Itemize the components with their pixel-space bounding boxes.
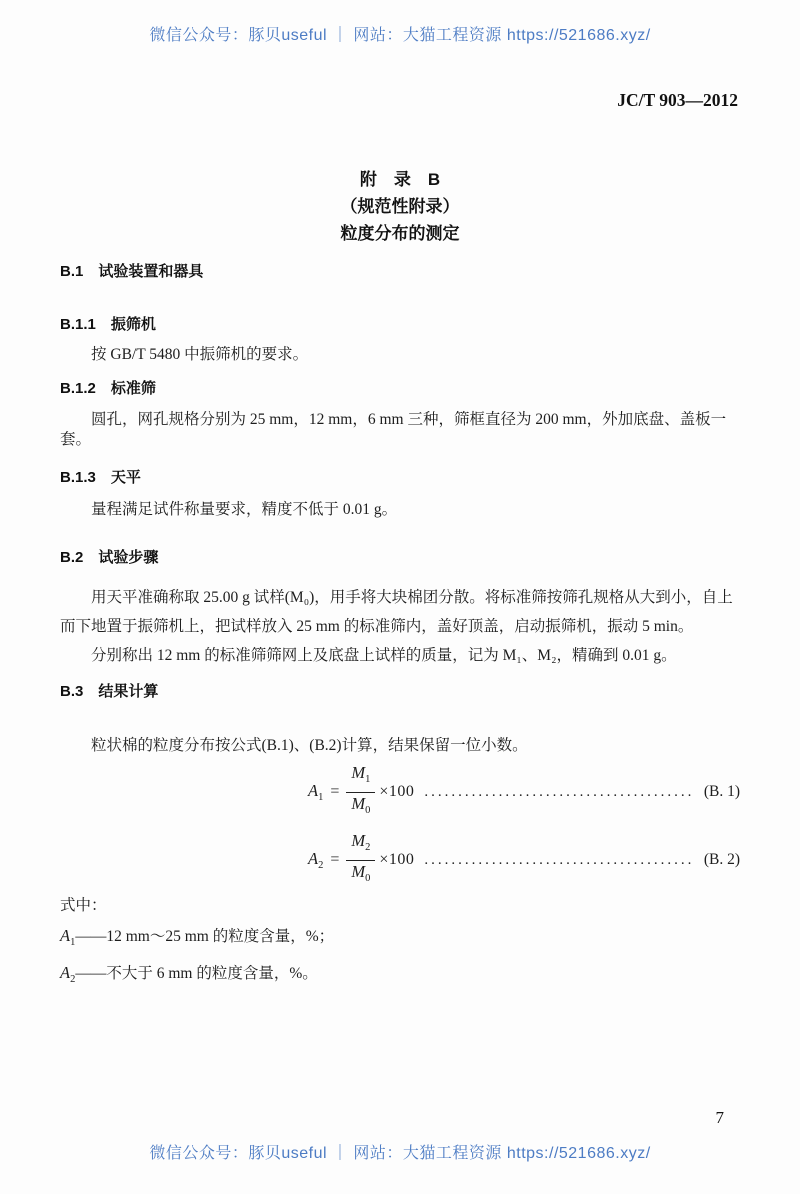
- where-item-a1-description: ——12 mm～25 mm 的粒度含量，%；: [75, 928, 335, 945]
- watermark-header: 微信公众号：豚贝useful ｜ 网站：大猫工程资源 https://521686.xyz/: [149, 27, 651, 44]
- fraction-m1-m0: [346, 763, 375, 820]
- paragraph-b2-step2: 分别称出 12 mm 的标准筛筛网上及底盘上试样的质量，记为 M₁、M₂，精确到 0.01 g。: [91, 647, 677, 664]
- var-a2-subscript: 2: [70, 974, 76, 986]
- appendix-normative-note: （规范性附录）: [340, 197, 460, 216]
- dot-leader: ........................................: [424, 851, 695, 868]
- var-m2-subscript: 2: [365, 842, 371, 854]
- document-content: [60, 166, 740, 990]
- paragraph-b3-intro: 粒状棉的粒度分布按公式(B.1)、(B.2)计算，结果保留一位小数。: [91, 737, 528, 754]
- var-a2: A: [60, 963, 71, 983]
- appendix-subject: 粒度分布的测定: [340, 224, 460, 243]
- heading-b1-1: B.1.1 振筛机: [60, 316, 156, 333]
- var-a1: A: [308, 780, 319, 800]
- heading-b2: B.2 试验步骤: [60, 549, 159, 566]
- var-m0-subscript: 0: [365, 872, 371, 884]
- formula-b1-label: (B. 1): [703, 783, 740, 800]
- where-clause-label: 式中：: [60, 897, 107, 914]
- appendix-title: 附 录 B: [359, 170, 441, 189]
- heading-b1: B.1 试验装置和器具: [60, 263, 204, 280]
- formula-b1-lhs: [308, 781, 346, 803]
- fraction-numerator: [346, 831, 375, 860]
- var-m0: M: [351, 861, 366, 881]
- paragraph-b1-2: 圆孔，网孔规格分别为 25 mm，12 mm，6 mm 三种，筛框直径为 200 mm，外加底盘、盖板一套。: [60, 411, 727, 448]
- multiply-100: ×100: [379, 783, 415, 800]
- heading-b1-3: B.1.3 天平: [60, 469, 141, 486]
- formula-b2: [60, 832, 740, 888]
- formula-b1: [60, 764, 740, 820]
- standard-number: JC/T 903—2012: [617, 90, 738, 110]
- var-m1-subscript: 1: [365, 774, 371, 786]
- fraction-m2-m0: [346, 831, 375, 888]
- var-a1-subscript: 1: [70, 937, 76, 949]
- heading-b3: B.3 结果计算: [60, 683, 159, 700]
- paragraph-b1-1: 按 GB/T 5480 中振筛机的要求。: [91, 346, 309, 363]
- var-m0: M: [351, 793, 366, 813]
- var-a1: A: [60, 926, 71, 945]
- fraction-numerator: [346, 763, 375, 792]
- fraction-denominator: [351, 861, 370, 889]
- var-a2-subscript: 2: [318, 860, 324, 872]
- var-a2: A: [308, 848, 319, 868]
- where-item-a2-description: ——不大于 6 mm 的粒度含量，%。: [75, 965, 318, 983]
- where-item-a1: [60, 925, 740, 953]
- heading-b1-2: B.1.2 标准筛: [60, 380, 156, 397]
- dot-leader: ........................................: [424, 783, 695, 800]
- paragraph-b1-3: 量程满足试件称量要求，精度不低于 0.01 g。: [91, 501, 398, 518]
- appendix-title-block: [60, 166, 740, 247]
- formula-b2-lhs: [308, 849, 346, 871]
- watermark-footer: 微信公众号：豚贝useful ｜ 网站：大猫工程资源 https://521686.xyz/: [149, 1145, 651, 1162]
- equals-sign: =: [330, 850, 340, 868]
- fraction-denominator: [351, 793, 370, 821]
- formula-b2-label: (B. 2): [703, 851, 740, 868]
- multiply-100: ×100: [379, 851, 415, 868]
- equals-sign: =: [330, 782, 340, 800]
- where-item-a2: [60, 962, 740, 990]
- var-m0-subscript: 0: [365, 804, 371, 816]
- page-number: 7: [715, 1108, 724, 1127]
- var-m1: M: [351, 763, 366, 783]
- var-a1-subscript: 1: [318, 792, 324, 804]
- paragraph-b2-step1: 用天平准确称取 25.00 g 试样(M₀)，用手将大块棉团分散。将标准筛按筛孔规格从大到小，自上而下地置于振筛机上，把试样放入 25 mm 的标准筛内，盖好顶盖，启动振筛机，振动 5 min。: [60, 589, 733, 635]
- var-m2: M: [351, 831, 366, 851]
